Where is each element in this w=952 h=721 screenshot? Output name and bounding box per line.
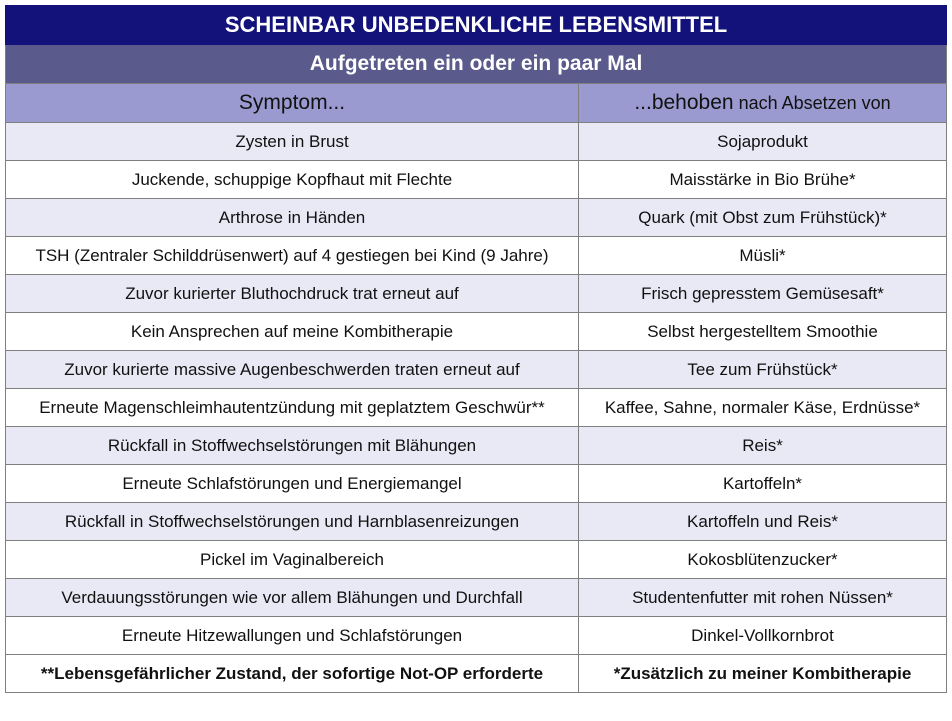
symptom-cell: Kein Ansprechen auf meine Kombitherapie <box>6 313 579 351</box>
table-row <box>6 275 947 313</box>
symptom-cell: Zysten in Brust <box>6 123 579 161</box>
food-cell: Kokosblütenzucker* <box>579 541 947 579</box>
food-cell: Müsli* <box>579 237 947 275</box>
table-row <box>6 161 947 199</box>
food-cell: Dinkel-Vollkornbrot <box>579 617 947 655</box>
table-title-row <box>6 6 947 45</box>
food-cell: Tee zum Frühstück* <box>579 351 947 389</box>
food-cell: Kartoffeln und Reis* <box>579 503 947 541</box>
column-header-row <box>6 84 947 123</box>
symptom-cell: Juckende, schuppige Kopfhaut mit Flechte <box>6 161 579 199</box>
column-header-resolved-sub: nach Absetzen von <box>733 93 891 113</box>
symptom-cell: Rückfall in Stoffwechselstörungen mit Blähungen <box>6 427 579 465</box>
symptom-cell: Rückfall in Stoffwechselstörungen und Harnblasenreizungen <box>6 503 579 541</box>
table-row <box>6 503 947 541</box>
food-cell: Sojaprodukt <box>579 123 947 161</box>
food-cell: Quark (mit Obst zum Frühstück)* <box>579 199 947 237</box>
symptom-cell: Zuvor kurierter Bluthochdruck trat erneut auf <box>6 275 579 313</box>
food-cell: Frisch gepresstem Gemüsesaft* <box>579 275 947 313</box>
symptom-cell: Erneute Hitzewallungen und Schlafstörungen <box>6 617 579 655</box>
column-header-symptom: Symptom... <box>6 84 579 123</box>
table-subtitle-row <box>6 45 947 84</box>
food-cell: Selbst hergestelltem Smoothie <box>579 313 947 351</box>
footnote-row <box>6 655 947 693</box>
food-cell: Kaffee, Sahne, normaler Käse, Erdnüsse* <box>579 389 947 427</box>
table-title: SCHEINBAR UNBEDENKLICHE LEBENSMITTEL <box>6 6 947 45</box>
table-row <box>6 617 947 655</box>
symptom-cell: Zuvor kurierte massive Augenbeschwerden traten erneut auf <box>6 351 579 389</box>
symptom-cell: Erneute Magenschleimhautentzündung mit geplatztem Geschwür** <box>6 389 579 427</box>
symptom-cell: Pickel im Vaginalbereich <box>6 541 579 579</box>
table-subtitle: Aufgetreten ein oder ein paar Mal <box>6 45 947 84</box>
food-table-container <box>5 5 946 693</box>
table-row <box>6 465 947 503</box>
food-cell: Reis* <box>579 427 947 465</box>
column-header-resolved <box>579 84 947 123</box>
table-row <box>6 541 947 579</box>
table-row <box>6 351 947 389</box>
table-row <box>6 199 947 237</box>
symptom-cell: Erneute Schlafstörungen und Energiemangel <box>6 465 579 503</box>
table-row <box>6 389 947 427</box>
symptom-cell: TSH (Zentraler Schilddrüsenwert) auf 4 gestiegen bei Kind (9 Jahre) <box>6 237 579 275</box>
table-row <box>6 313 947 351</box>
symptom-cell: Verdauungsstörungen wie vor allem Blähungen und Durchfall <box>6 579 579 617</box>
symptom-cell: Arthrose in Händen <box>6 199 579 237</box>
footnote-left: **Lebensgefährlicher Zustand, der sofortige Not-OP erforderte <box>6 655 579 693</box>
food-cell: Kartoffeln* <box>579 465 947 503</box>
food-cell: Studentenfutter mit rohen Nüssen* <box>579 579 947 617</box>
food-symptom-table <box>5 5 947 693</box>
table-row <box>6 579 947 617</box>
food-cell: Maisstärke in Bio Brühe* <box>579 161 947 199</box>
table-row <box>6 123 947 161</box>
table-row <box>6 427 947 465</box>
column-header-resolved-main: ...behoben <box>634 91 734 114</box>
table-row <box>6 237 947 275</box>
footnote-right: *Zusätzlich zu meiner Kombitherapie <box>579 655 947 693</box>
